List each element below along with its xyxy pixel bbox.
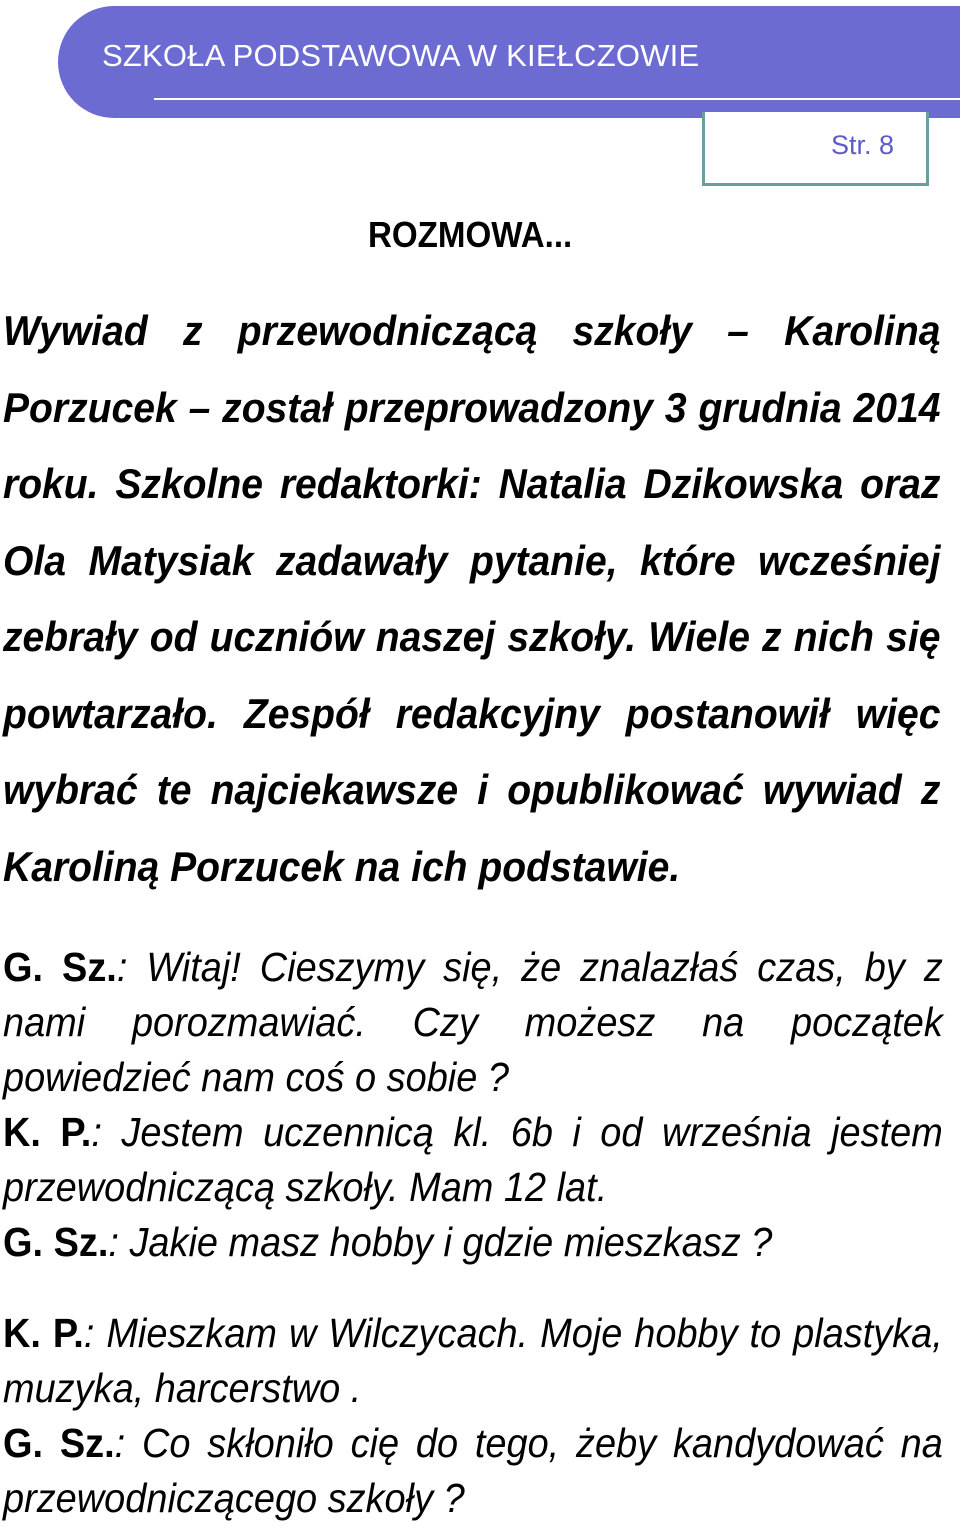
speaker-initials: G. Sz. [3, 1219, 109, 1265]
speaker-initials: K. P. [3, 1310, 84, 1356]
speaker-initials: K. P. [3, 1109, 92, 1155]
entry-text: : Mieszkam w Wilczycach. Moje hobby to plastyka, muzyka, harcerstwo . [3, 1310, 943, 1411]
speaker-initials: G. Sz. [3, 1420, 115, 1466]
school-name: SZKOŁA PODSTAWOWA W KIEŁCZOWIE [102, 38, 700, 73]
entry-text: : Jakie masz hobby i gdzie mieszkasz ? [108, 1219, 773, 1265]
article-title: ROZMOWA... [368, 214, 573, 255]
entry-text: : Witaj! Cieszymy się, że znalazłaś czas, by z nami porozmawiać. Czy możesz na początek powiedzieć nam coś o sobie ? [3, 944, 943, 1100]
interview-entry [3, 1306, 943, 1416]
entry-text: : Co skłoniło cię do tego, żeby kandydować na przewodniczącego szkoły ? [3, 1420, 943, 1521]
entry-text: : Jestem uczennicą kl. 6b i od września jestem przewodniczącą szkoły. Mam 12 lat. [3, 1109, 943, 1210]
header-divider [154, 98, 960, 100]
interview-entry [3, 1416, 943, 1526]
page-number-box [702, 112, 929, 186]
interview-entry [3, 1105, 943, 1215]
article-intro: Wywiad z przewodniczącą szkoły – Karoliną Porzucek – został przeprowadzony 3 grudnia 2014 roku. Szkolne redaktorki: Natalia Dzikowska oraz Ola Matysiak zadawały pytanie, które wcześniej zebrały od uczniów naszej szkoły. Wiele z nich się powtarzało. Zespół redakcyjny postanowił więc wybrać te najciekawsze i opublikować wywiad z Karoliną Porzucek na ich podstawie. [3, 307, 941, 890]
interview-body [3, 940, 943, 1526]
page-number: Str. 8 [830, 130, 894, 160]
interview-entry [3, 940, 943, 1105]
speaker-initials: G. Sz. [3, 944, 117, 990]
interview-entry [3, 1215, 943, 1270]
